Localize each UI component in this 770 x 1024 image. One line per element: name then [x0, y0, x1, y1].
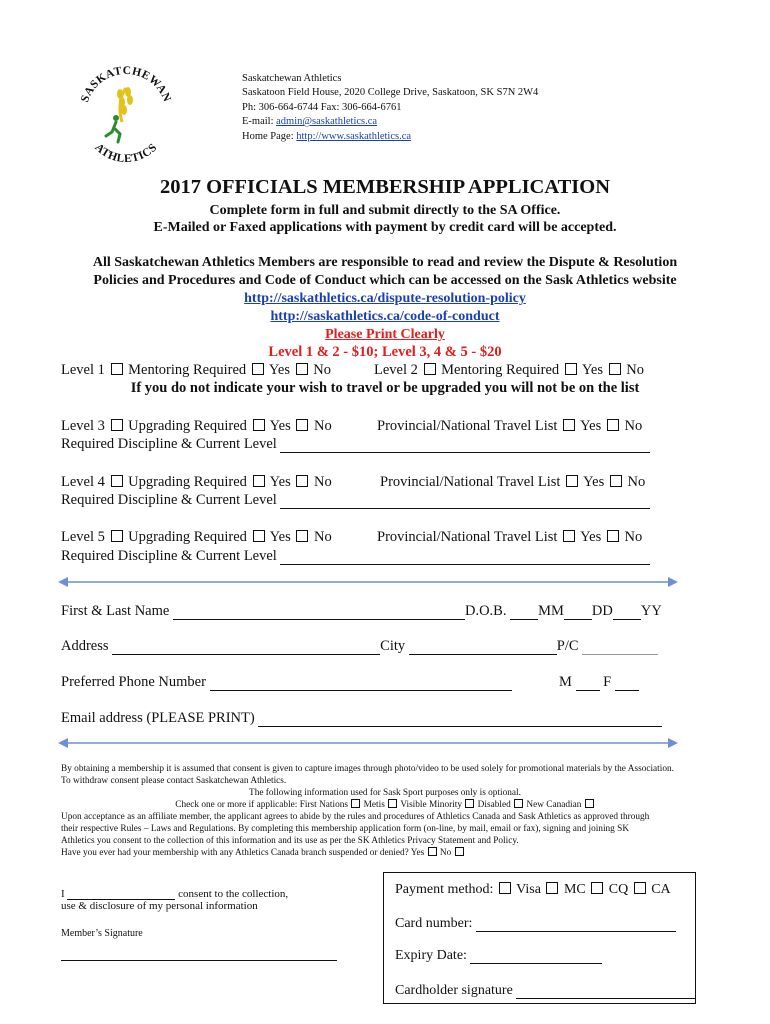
name-row: First & Last Name D.O.B. MM DD YY [61, 603, 662, 619]
dob-dd-field[interactable] [564, 607, 592, 620]
gender-m-field[interactable] [576, 678, 600, 691]
identity-options: Check one or more if applicable: First Nations Metis Visible Minority Disabled New Canadian [0, 799, 770, 811]
level-3-upgrade-yes[interactable] [253, 419, 265, 431]
level-1-checkbox[interactable] [111, 363, 123, 375]
level-5-row: Level 5 Upgrading Required Yes No [61, 529, 332, 545]
runner-icon [106, 115, 120, 142]
level-3-travel-yes[interactable] [563, 419, 575, 431]
new-canadian-checkbox[interactable] [585, 799, 594, 808]
level-3-row: Level 3 Upgrading Required Yes No [61, 418, 332, 434]
level-5-upgrade-yes[interactable] [253, 530, 265, 542]
level-1-mentoring-no[interactable] [296, 363, 308, 375]
level-5-travel-no[interactable] [607, 530, 619, 542]
code-of-conduct-link[interactable]: http://saskathletics.ca/code-of-conduct [270, 309, 500, 324]
level-2-checkbox[interactable] [424, 363, 436, 375]
policy-2: Policies and Procedures and Code of Conduct which can be accessed on the Sask Athletics website [93, 273, 677, 288]
level-2-mentoring-no[interactable] [609, 363, 621, 375]
mc-checkbox[interactable] [546, 882, 558, 894]
level-5-travel-yes[interactable] [563, 530, 575, 542]
org-address: Saskatoon Field House, 2020 College Drive, Saskatoon, SK S7N 2W4 [242, 87, 539, 99]
level-1-mentoring-yes[interactable] [252, 363, 264, 375]
level-4-travel-yes[interactable] [566, 475, 578, 487]
consent-line-2: To withdraw consent please contact Saskatchewan Athletics. [61, 776, 287, 786]
level-5-checkbox[interactable] [111, 530, 123, 542]
consent-use-text: use & disclosure of my personal information [61, 900, 258, 912]
svg-text:SASKATCHEWAN: SASKATCHEWAN [79, 64, 173, 104]
level-2-mentoring-yes[interactable] [565, 363, 577, 375]
level-5-upgrade-no[interactable] [296, 530, 308, 542]
dob-mm-field[interactable] [510, 607, 538, 620]
level-3-upgrade-no[interactable] [296, 419, 308, 431]
level-5-travel: Provincial/National Travel List Yes No [377, 529, 643, 545]
suspended-question: Have you ever had your membership with any Athletics Canada branch suspended or denied? Yes No [61, 847, 465, 859]
level-1-row: Level 1 Mentoring Required Yes No [61, 362, 331, 378]
print-clearly: Please Print Clearly [325, 327, 445, 342]
ca-checkbox[interactable] [634, 882, 646, 894]
member-signature-field[interactable] [61, 960, 337, 961]
cq-checkbox[interactable] [591, 882, 603, 894]
level-4-row: Level 4 Upgrading Required Yes No [61, 474, 332, 490]
contact-block: Saskatchewan Athletics Saskatoon Field House, 2020 College Drive, Saskatoon, SK S7N 2W4 Ph: 306-664-6744 Fax: 306-664-6761 E-mail: admin@saskathletics.ca Home Page: http://www.saskathletics.ca [242, 73, 539, 142]
level-3-discipline: Required Discipline & Current Level [61, 436, 650, 453]
gender-f-field[interactable] [615, 678, 639, 691]
member-signature-label: Member’s Signature [61, 928, 143, 939]
level-3-checkbox[interactable] [111, 419, 123, 431]
rules-line-2: their respective Rules – Laws and Regulations. By completing this membership application form (on-line, by mail, email or fax), signing and joining SK [61, 824, 630, 834]
rules-line-1: Upon acceptance as an affiliate member, the applicant agrees to abide by the rules and procedures of Athletics Canada and Sask Athletics as approved through [61, 812, 650, 822]
level-4-discipline: Required Discipline & Current Level [61, 492, 650, 509]
level-4-upgrade-yes[interactable] [253, 475, 265, 487]
level-5-discipline-field[interactable] [280, 552, 650, 565]
divider-arrow [58, 576, 678, 588]
page-title: 2017 OFFICIALS MEMBERSHIP APPLICATION [159, 176, 611, 198]
first-nations-checkbox[interactable] [351, 799, 360, 808]
email-row: Email address (PLEASE PRINT) [61, 710, 662, 727]
svg-text:ATHLETICS: ATHLETICS [92, 141, 160, 162]
email-link[interactable]: admin@saskathletics.ca [276, 116, 378, 128]
payment-method-row: Payment method: Visa MC CQ CA [395, 882, 671, 897]
travel-note: If you do not indicate your wish to travel or be upgraded you will not be on the list [130, 380, 640, 396]
level-4-checkbox[interactable] [111, 475, 123, 487]
level-3-travel-no[interactable] [607, 419, 619, 431]
expiry-date-field[interactable] [470, 951, 602, 964]
level-3-travel: Provincial/National Travel List Yes No [377, 418, 643, 434]
cardholder-row: Cardholder signature [395, 983, 696, 999]
disabled-checkbox[interactable] [514, 799, 523, 808]
city-field[interactable] [409, 642, 557, 655]
saskatchewan-athletics-logo [76, 52, 176, 162]
org-phone: Ph: 306-664-6744 Fax: 306-664-6761 [242, 101, 402, 113]
org-name: Saskatchewan Athletics [242, 73, 342, 84]
dispute-policy-link[interactable]: http://saskathletics.ca/dispute-resolution-policy [244, 291, 526, 306]
suspended-yes-checkbox[interactable] [428, 847, 437, 856]
postal-code-field[interactable] [582, 642, 658, 655]
level-4-upgrade-no[interactable] [296, 475, 308, 487]
metis-checkbox[interactable] [388, 799, 397, 808]
optional-note: The following information used for Sask Sport purposes only is optional. [249, 788, 521, 798]
consent-name-field[interactable] [67, 887, 175, 900]
consent-signature-line: I consent to the collection, [61, 888, 289, 900]
expiry-row: Expiry Date: [395, 948, 602, 964]
level-4-discipline-field[interactable] [280, 496, 650, 509]
instruction-2: E-Mailed or Faxed applications with payment by credit card will be accepted. [153, 220, 617, 235]
address-field[interactable] [112, 642, 380, 655]
level-4-travel: Provincial/National Travel List Yes No [380, 474, 646, 490]
phone-row: Preferred Phone Number [61, 674, 512, 691]
card-number-row: Card number: [395, 916, 676, 932]
divider-arrow-2 [58, 737, 678, 749]
address-row: Address City P/C [61, 638, 658, 655]
level-5-discipline: Required Discipline & Current Level [61, 548, 650, 565]
gender-row: M F [559, 674, 639, 691]
rules-line-3: Athletics you consent to the collection of this information and its use as per the SK Athletics Privacy Statement and Policy. [61, 836, 519, 846]
homepage-link[interactable]: http://www.saskathletics.ca [296, 130, 412, 142]
consent-line-1: By obtaining a membership it is assumed that consent is given to capture images through photo/video to be used solely for promotional materials by the Association. [61, 764, 674, 774]
level-4-travel-no[interactable] [610, 475, 622, 487]
level-2-row: Level 2 Mentoring Required Yes No [374, 362, 644, 378]
policy-1: All Saskatchewan Athletics Members are responsible to read and review the Dispute & Resolution [92, 255, 678, 270]
instruction-1: Complete form in full and submit directly to the SA Office. [209, 203, 561, 218]
level-3-discipline-field[interactable] [280, 440, 650, 453]
fees: Level 1 & 2 - $10; Level 3, 4 & 5 - $20 [268, 344, 502, 360]
wheat-icon [117, 87, 133, 122]
visible-minority-checkbox[interactable] [465, 799, 474, 808]
cardholder-signature-field[interactable] [516, 986, 696, 999]
visa-checkbox[interactable] [499, 882, 511, 894]
dob-yy-field[interactable] [613, 607, 641, 620]
name-field[interactable] [173, 607, 465, 620]
phone-field[interactable] [210, 678, 512, 691]
suspended-no-checkbox[interactable] [455, 847, 464, 856]
card-number-field[interactable] [476, 919, 676, 932]
email-field[interactable] [258, 714, 662, 727]
